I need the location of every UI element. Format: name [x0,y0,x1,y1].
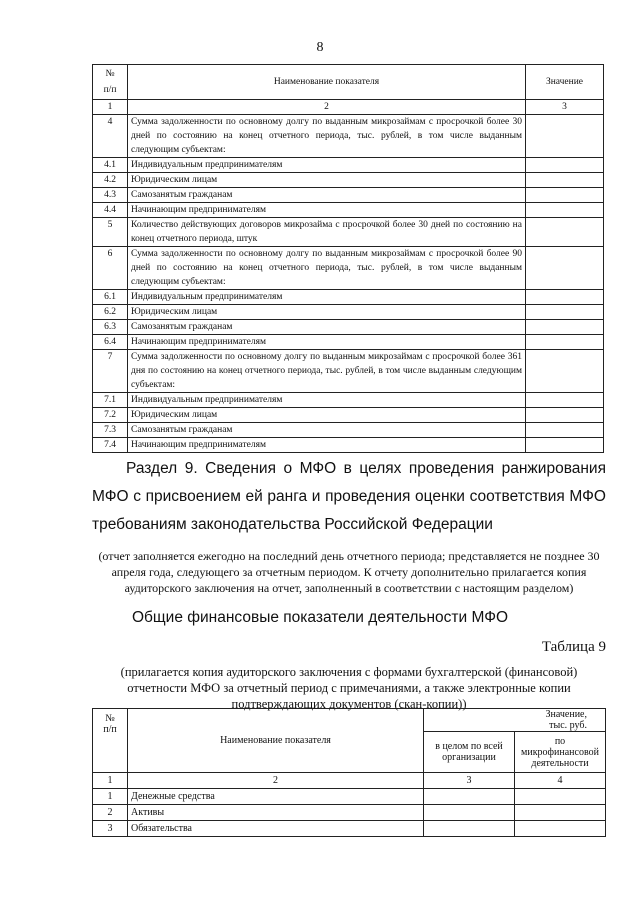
row-number: 6.3 [93,320,128,335]
row-indicator-name: Юридическим лицам [128,305,526,320]
row-indicator-name: Самозанятым гражданам [128,188,526,203]
row-value-cell [526,408,604,423]
row-value-cell [526,173,604,188]
row-number: 4 [93,115,128,158]
row-value-cell [526,320,604,335]
row-number: 4.2 [93,173,128,188]
row-indicator-name: Начинающим предпринимателям [128,438,526,453]
section-title-text: Раздел 9. Сведения о МФО в целях проведения ранжирования МФО с присвоением ей ранга и проведения оценки соответствия МФО требованиям законодательства Российской Федерации [92,460,606,533]
row-value-total [424,789,515,805]
section-title [92,455,606,539]
row-value-cell [526,393,604,408]
page-number: 8 [316,40,324,55]
row-value-cell [526,423,604,438]
row-indicator-name: Самозанятым гражданам [128,423,526,438]
row-number: 4.3 [93,188,128,203]
row-value-microfinance [515,821,606,837]
header-value: Значение [526,65,604,100]
row-number: 2 [93,805,128,821]
row-value-cell [526,188,604,203]
table-row [93,115,604,158]
table-row [93,158,604,173]
index-cell: 1 [93,100,128,115]
row-indicator-name: Индивидуальным предпринимателям [128,290,526,305]
row-indicator-name: Сумма задолженности по основному долгу по выданным микрозаймам с просрочкой более 361 дня по состоянию на конец отчетного периода, тыс. рублей, в том числе выданным следующим субъектам: [128,350,526,393]
index-cell: 3 [424,773,515,789]
row-indicator-name: Начинающим предпринимателям [128,203,526,218]
row-number: 6.2 [93,305,128,320]
financial-indicators-table-9 [92,708,606,837]
table-note: (прилагается копия аудиторского заключения с формами бухгалтерской (финансовой) отчетности МФО за отчетный период с примечаниями, а также электронные копии подтверждающих документов (скан-копии)) [120,665,578,711]
row-indicator-name: Юридическим лицам [128,173,526,188]
row-number: 7 [93,350,128,393]
row-value-total [424,805,515,821]
row-number: 7.2 [93,408,128,423]
table-row [93,393,604,408]
row-number: 6.4 [93,335,128,350]
row-value-cell [526,247,604,290]
header-name: Наименование показателя [128,65,526,100]
row-value-cell [526,290,604,305]
row-number: 4.1 [93,158,128,173]
table-row [93,247,604,290]
table-row [93,408,604,423]
row-indicator-name: Сумма задолженности по основному долгу по выданным микрозаймам с просрочкой более 90 дней по состоянию на конец отчетного периода, тыс. рублей, в том числе выданным следующим субъектам: [128,247,526,290]
index-cell: 3 [526,100,604,115]
row-number: 6 [93,247,128,290]
row-number: 7.3 [93,423,128,438]
row-value-cell [526,218,604,247]
row-value-microfinance [515,789,606,805]
row-number: 3 [93,821,128,837]
index-cell: 2 [128,100,526,115]
table-row [93,423,604,438]
row-value-cell [526,305,604,320]
table-row [93,218,604,247]
row-indicator-name: Обязательства [128,821,424,837]
row-indicator-name: Самозанятым гражданам [128,320,526,335]
table-row [93,350,604,393]
row-value-microfinance [515,805,606,821]
row-number: 7.1 [93,393,128,408]
table-header-row [93,709,606,732]
table-row [93,290,604,305]
index-cell: 2 [128,773,424,789]
row-indicator-name: Сумма задолженности по основному долгу по выданным микрозаймам с просрочкой более 30 дней по состоянию на конец отчетного периода, тыс. рублей, в том числе выданным следующим субъектам: [128,115,526,158]
row-number: 7.4 [93,438,128,453]
section-note: (отчет заполняется ежегодно на последний день отчетного периода; представляется не позднее 30 апреля года, следующего за отчетным периодом. К отчету дополнительно прилагается копия аудиторского заключения на отчет, заполненный в соответствии с настоящим разделом) [98,549,600,595]
table-label: Таблица 9 [541,639,606,655]
row-indicator-name: Количество действующих договоров микрозайма с просрочкой более 30 дней по состоянию на конец отчетного периода, штук [128,218,526,247]
table-row [93,305,604,320]
row-value-cell [526,203,604,218]
index-cell: 4 [515,773,606,789]
table-row [93,789,606,805]
header-col-total: в целом по всей организации [424,732,515,773]
indicators-table-section-8 [92,64,604,453]
row-indicator-name: Индивидуальным предпринимателям [128,393,526,408]
table-header-row [93,65,604,100]
row-number: 5 [93,218,128,247]
row-value-cell [526,335,604,350]
row-indicator-name: Активы [128,805,424,821]
table-row [93,188,604,203]
subheading: Общие финансовые показатели деятельности МФО [132,609,509,626]
header-num: № п/п [93,65,128,100]
header-col-microfinance: по микрофинансовой деятельности [515,732,606,773]
column-index-row [93,100,604,115]
row-indicator-name: Начинающим предпринимателям [128,335,526,350]
table-row [93,320,604,335]
row-value-total [424,821,515,837]
table-row [93,203,604,218]
row-indicator-name: Денежные средства [128,789,424,805]
table-row [93,821,606,837]
row-value-cell [526,115,604,158]
row-indicator-name: Индивидуальным предпринимателям [128,158,526,173]
header-name: Наименование показателя [128,709,424,773]
table-row [93,805,606,821]
row-number: 6.1 [93,290,128,305]
row-indicator-name: Юридическим лицам [128,408,526,423]
row-number: 4.4 [93,203,128,218]
row-value-cell [526,438,604,453]
table-row [93,335,604,350]
index-cell: 1 [93,773,128,789]
table-row [93,173,604,188]
row-value-cell [526,158,604,173]
table-row [93,438,604,453]
row-number: 1 [93,789,128,805]
header-value: Значение, тыс. руб. [424,709,606,732]
row-value-cell [526,350,604,393]
header-num: № п/п [93,709,128,773]
column-index-row [93,773,606,789]
